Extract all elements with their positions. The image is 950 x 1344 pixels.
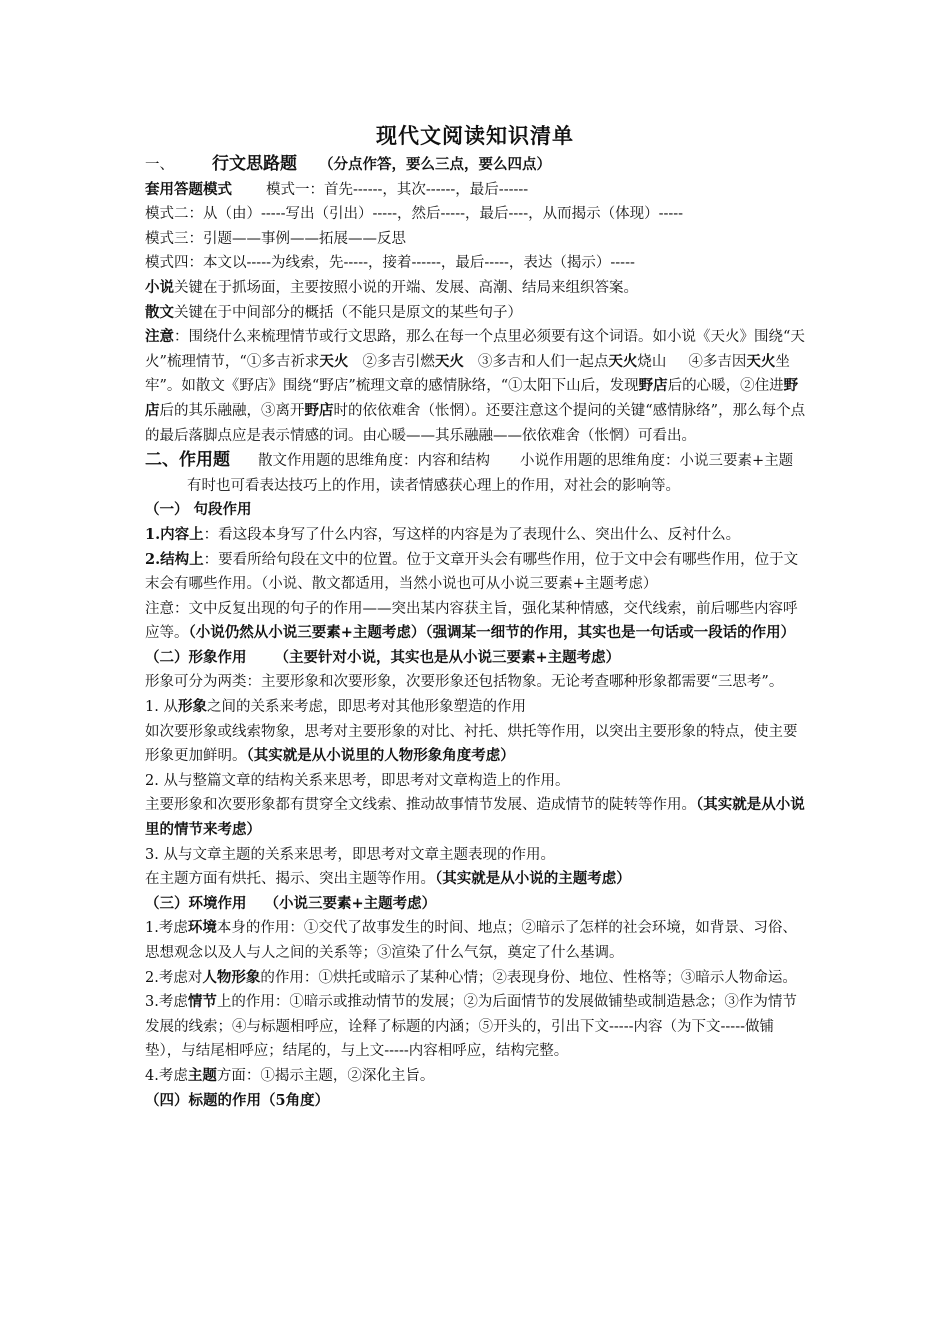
keyword: 天火 bbox=[608, 352, 638, 370]
image-item-3-detail bbox=[145, 867, 810, 892]
section-text: 散文作用题的思维角度：内容和结构 bbox=[258, 453, 490, 470]
section-text: 小说作用题的思维角度：小说三要素+主题 bbox=[520, 453, 794, 470]
pattern-4: 模式四：本文以-----为线索，先-----，接着------，最后-----，表达（揭示）----- bbox=[145, 255, 635, 272]
item-text: 在主题方面有烘托、揭示、突出主题等作用。 bbox=[145, 871, 435, 888]
attention-text: 坐牢”。如散文《野店》围绕“野店”梳理文章的感情脉络，“①太阳下山后，发现 bbox=[145, 353, 790, 395]
subsection-4-heading: （四）标题的作用（5角度） bbox=[145, 1091, 330, 1109]
attention-text: ④多吉因 bbox=[688, 353, 747, 370]
pattern-2: 模式二：从（由）-----写出（引出）-----，然后-----，最后----，从而揭示（体现）----- bbox=[145, 206, 684, 223]
item-text: 如次要形象或线索物象，思考对主要形象的对比、衬托、烘托等作用，以突出主要形象的特点，使主要形象更加鲜明。 bbox=[145, 723, 798, 765]
attention-text: 时的依依难舍（怅惘）。还要注意这个提问的关键“感情脉络”，那么每个点的最后落脚点应是表示情感的词。由心暖——其乐融融——依依难舍（怅惘）可看出。 bbox=[145, 402, 806, 444]
item-label: 2.结构上 bbox=[145, 550, 204, 568]
document-body bbox=[145, 152, 810, 1113]
item-text: 之间的关系来考虑，即思考对其他形象塑造的作用 bbox=[206, 699, 526, 716]
item-bold-text: （其实就是从小说的主题考虑） bbox=[435, 870, 631, 888]
item-text: 4.考虑 bbox=[145, 1067, 188, 1084]
section-1-heading bbox=[145, 152, 810, 178]
section-title: 二、作用题 bbox=[145, 450, 230, 471]
attention-text: ：围绕什么来梳理情节或行文思路，那么在每一个点里必须要有这个词语。如小说《天火》围绕“天火”梳理情节，“①多吉祈求 bbox=[145, 329, 805, 370]
keyword: 野店 bbox=[304, 401, 334, 419]
item-text: 2.考虑对 bbox=[145, 969, 203, 986]
pattern-3: 模式三：引题——事例——拓展——反思 bbox=[145, 230, 406, 247]
section-2-heading bbox=[145, 448, 810, 498]
env-item-3 bbox=[145, 990, 810, 1064]
keyword: 天火 bbox=[434, 352, 464, 370]
section-note: （分点作答，要么三点，要么四点） bbox=[319, 156, 551, 173]
subsection-title: （二）形象作用 bbox=[145, 648, 247, 666]
subsection-1-heading: （一） 句段作用 bbox=[145, 501, 252, 519]
item-bold-text: （小说仍然从小说三要素+主题考虑）（强调某一细节的作用，其实也是一句话或一段话的作用） bbox=[188, 624, 796, 642]
novel-note bbox=[145, 276, 810, 301]
env-item-1 bbox=[145, 916, 810, 965]
image-item-1-detail bbox=[145, 720, 810, 769]
item-text: 的作用：①烘托或暗示了某种心情；②表现身份、地位、性格等；③暗示人物命运。 bbox=[260, 969, 797, 986]
item-text: 注意：文中反复出现的句子的作用——突出某内容获主旨，强化某种情感，交代线索，前后哪些内容呼应等。 bbox=[145, 600, 798, 642]
env-item-4 bbox=[145, 1064, 810, 1089]
keyword: 主题 bbox=[187, 1066, 217, 1084]
item-text: 方面：①揭示主题，②深化主旨。 bbox=[216, 1067, 435, 1084]
item-text: 本身的作用：①交代了故事发生的时间、地点；②暗示了怎样的社会环境，如背景、习俗、思想观念以及人与人之间的关系等；③渲染了什么气氛，奠定了什么基调。 bbox=[145, 920, 797, 961]
item-text: ：要看所给句段在文中的位置。位于文章开头会有哪些作用，位于文中会有哪些作用，位于文末会有哪些作用。（小说、散文都适用，当然小说也可从小说三要素+主题考虑） bbox=[145, 551, 799, 593]
item-text: 上的作用：①暗示或推动情节的发展；②为后面情节的发展做铺垫或制造悬念；③作为情节发展的线索；④与标题相呼应，诠释了标题的内涵；⑤开头的，引出下文-----内容（为下文-----做铺垫），与结尾相呼应；结尾的，与上文-----内容相呼应，结构完整。 bbox=[145, 994, 797, 1060]
item-content bbox=[145, 523, 810, 548]
item-text: 主要形象和次要形象都有贯穿全文线索、推动故事情节发展、造成情节的陡转等作用。 bbox=[145, 797, 696, 814]
subsection-3-heading bbox=[145, 892, 810, 917]
subsection-2-heading bbox=[145, 646, 810, 671]
keyword: 天火 bbox=[746, 352, 776, 370]
section-number: 一、 bbox=[145, 157, 174, 173]
page-title: 现代文阅读知识清单 bbox=[376, 123, 574, 148]
keyword: 野店 bbox=[638, 377, 668, 395]
keyword: 环境 bbox=[187, 919, 217, 937]
item-text: 1.考虑 bbox=[145, 920, 188, 937]
pattern-label: 套用答题模式 bbox=[145, 180, 232, 198]
attention-text: ③多吉和人们一起点 bbox=[477, 353, 609, 370]
image-item-2-detail bbox=[145, 793, 810, 842]
prose-text: 关键在于中间部分的概括（不能只是原文的某些句子） bbox=[174, 304, 522, 321]
image-item-1 bbox=[145, 695, 810, 720]
image-item-2: 2. 从与整篇文章的结构关系来思考，即思考对文章构造上的作用。 bbox=[145, 772, 570, 789]
attention-paragraph bbox=[145, 325, 810, 448]
item-text: ：看这段本身写了什么内容，写这样的内容是为了表现什么、突出什么、反衬什么。 bbox=[203, 526, 741, 543]
keyword: 人物形象 bbox=[202, 968, 261, 986]
keyword: 情节 bbox=[187, 993, 217, 1011]
pattern-1: 模式一：首先------，其次------，最后------ bbox=[266, 181, 529, 198]
section-title: 行文思路题 bbox=[212, 154, 297, 174]
attention-text: 后的心暖，②住进 bbox=[667, 378, 784, 395]
novel-label: 小说 bbox=[145, 278, 174, 296]
subsection-title: （三）环境作用 bbox=[145, 894, 247, 912]
keyword: 形象 bbox=[177, 698, 207, 716]
image-intro: 形象可分为两类：主要形象和次要形象，次要形象还包括物象。无论考查哪种形象都需要“三思考”。 bbox=[145, 674, 784, 691]
prose-note bbox=[145, 301, 810, 326]
item-bold-text: （其实就是从小说里的情节来考虑） bbox=[145, 796, 805, 839]
item-text: 1. 从 bbox=[145, 699, 178, 716]
item-note bbox=[145, 597, 810, 646]
keyword: 天火 bbox=[319, 352, 349, 370]
prose-label: 散文 bbox=[145, 303, 174, 321]
section-text: 有时也可看表达技巧上的作用，读者情感获心理上的作用，对社会的影响等。 bbox=[187, 477, 680, 494]
pattern-line-1 bbox=[145, 178, 810, 203]
subsection-note: （主要针对小说，其实也是从小说三要素+主题考虑） bbox=[274, 648, 621, 666]
keyword: 野店 bbox=[145, 377, 799, 419]
env-item-2 bbox=[145, 966, 810, 991]
attention-text: ②多吉引燃 bbox=[362, 353, 435, 370]
subsection-note: （小说三要素+主题考虑） bbox=[264, 894, 437, 912]
item-label: 1.内容上 bbox=[145, 525, 204, 543]
image-item-3: 3. 从与文章主题的关系来思考，即思考对文章主题表现的作用。 bbox=[145, 846, 555, 863]
attention-text: 后的其乐融融，③离开 bbox=[159, 402, 305, 419]
attention-label: 注意 bbox=[145, 328, 174, 346]
item-bold-text: （其实就是从小说里的人物形象角度考虑） bbox=[246, 747, 515, 765]
attention-text: 烧山 bbox=[637, 353, 667, 370]
item-text: 3.考虑 bbox=[145, 994, 188, 1011]
novel-text: 关键在于抓场面，主要按照小说的开端、发展、高潮、结局来组织答案。 bbox=[174, 279, 638, 296]
item-structure bbox=[145, 548, 810, 597]
